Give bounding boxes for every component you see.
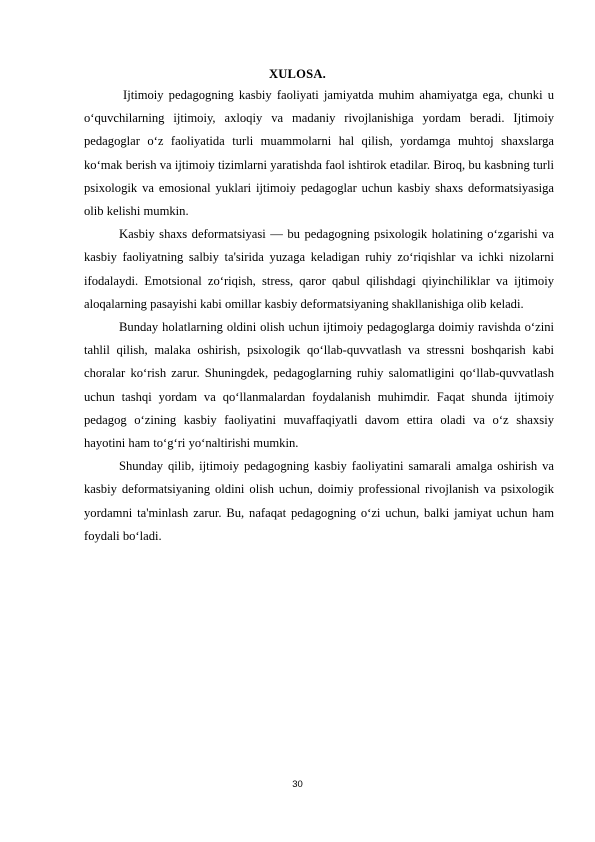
paragraph-prevention: Bunday holatlarning oldini olish uchun ijtimoiy pedagoglarga doimiy ravishda o‘zini tahlil qilish, malaka oshirish, psixologik qo‘llab-quvvatlash va stressni boshqarish kabi choralar ko‘rish zarur. Shuningdek, pedagoglarning ruhiy salomatligini qo‘llab-quvvatlash uchun tashqi yordam va qo‘llanmalardan foydalanish muhimdir. Faqat shunda ijtimoiy pedagog o‘zining kasbiy faoliyatini muvaffaqiyatli davom ettira oladi va o‘z shaxsiy hayotini ham to‘g‘ri yo‘naltirishi mumkin.: [84, 320, 554, 451]
page-number: 30: [292, 779, 303, 790]
page-title: XULOSA.: [268, 67, 327, 81]
body-text: [84, 84, 554, 548]
paragraph-intro: Ijtimoiy pedagogning kasbiy faoliyati jamiyatda muhim ahamiyatga ega, chunki u o‘quvchilarning ijtimoiy, axloqiy va madaniy rivojlanishiga yordam beradi. Ijtimoiy pedagoglar o‘z faoliyatida turli muammolarni hal qilish, yordamga muhtoj shaxslarga ko‘mak berish va ijtimoiy tizimlarni yaratishda faol ishtirok etadilar. Biroq, bu kasbning turli psixologik va emosional yuklari ijtimoiy pedagoglar uchun kasbiy shaxs deformatsiyasiga olib kelishi mumkin.: [84, 88, 554, 219]
paragraph-deformation: Kasbiy shaxs deformatsiyasi — bu pedagogning psixologik holatining o‘zgarishi va kasbiy faoliyatning salbiy ta'sirida yuzaga keladigan ruhiy zo‘riqishlar va ichki nizolarni ifodalaydi. Emotsional zo‘riqish, stress, qaror qabul qilishdagi qiyinchiliklar va ijtimoiy aloqalarning pasayishi kabi omillar kasbiy deformatsiyaning shakllanishiga olib keladi.: [84, 227, 554, 311]
paragraph-conclusion: Shunday qilib, ijtimoiy pedagogning kasbiy faoliyatini samarali amalga oshirish va kasbiy deformatsiyaning oldini olish uchun, doimiy professional rivojlanish va psixologik yordamni ta'minlash zarur. Bu, nafaqat pedagogning o‘zi uchun, balki jamiyat uchun ham foydali bo‘ladi.: [84, 459, 554, 543]
